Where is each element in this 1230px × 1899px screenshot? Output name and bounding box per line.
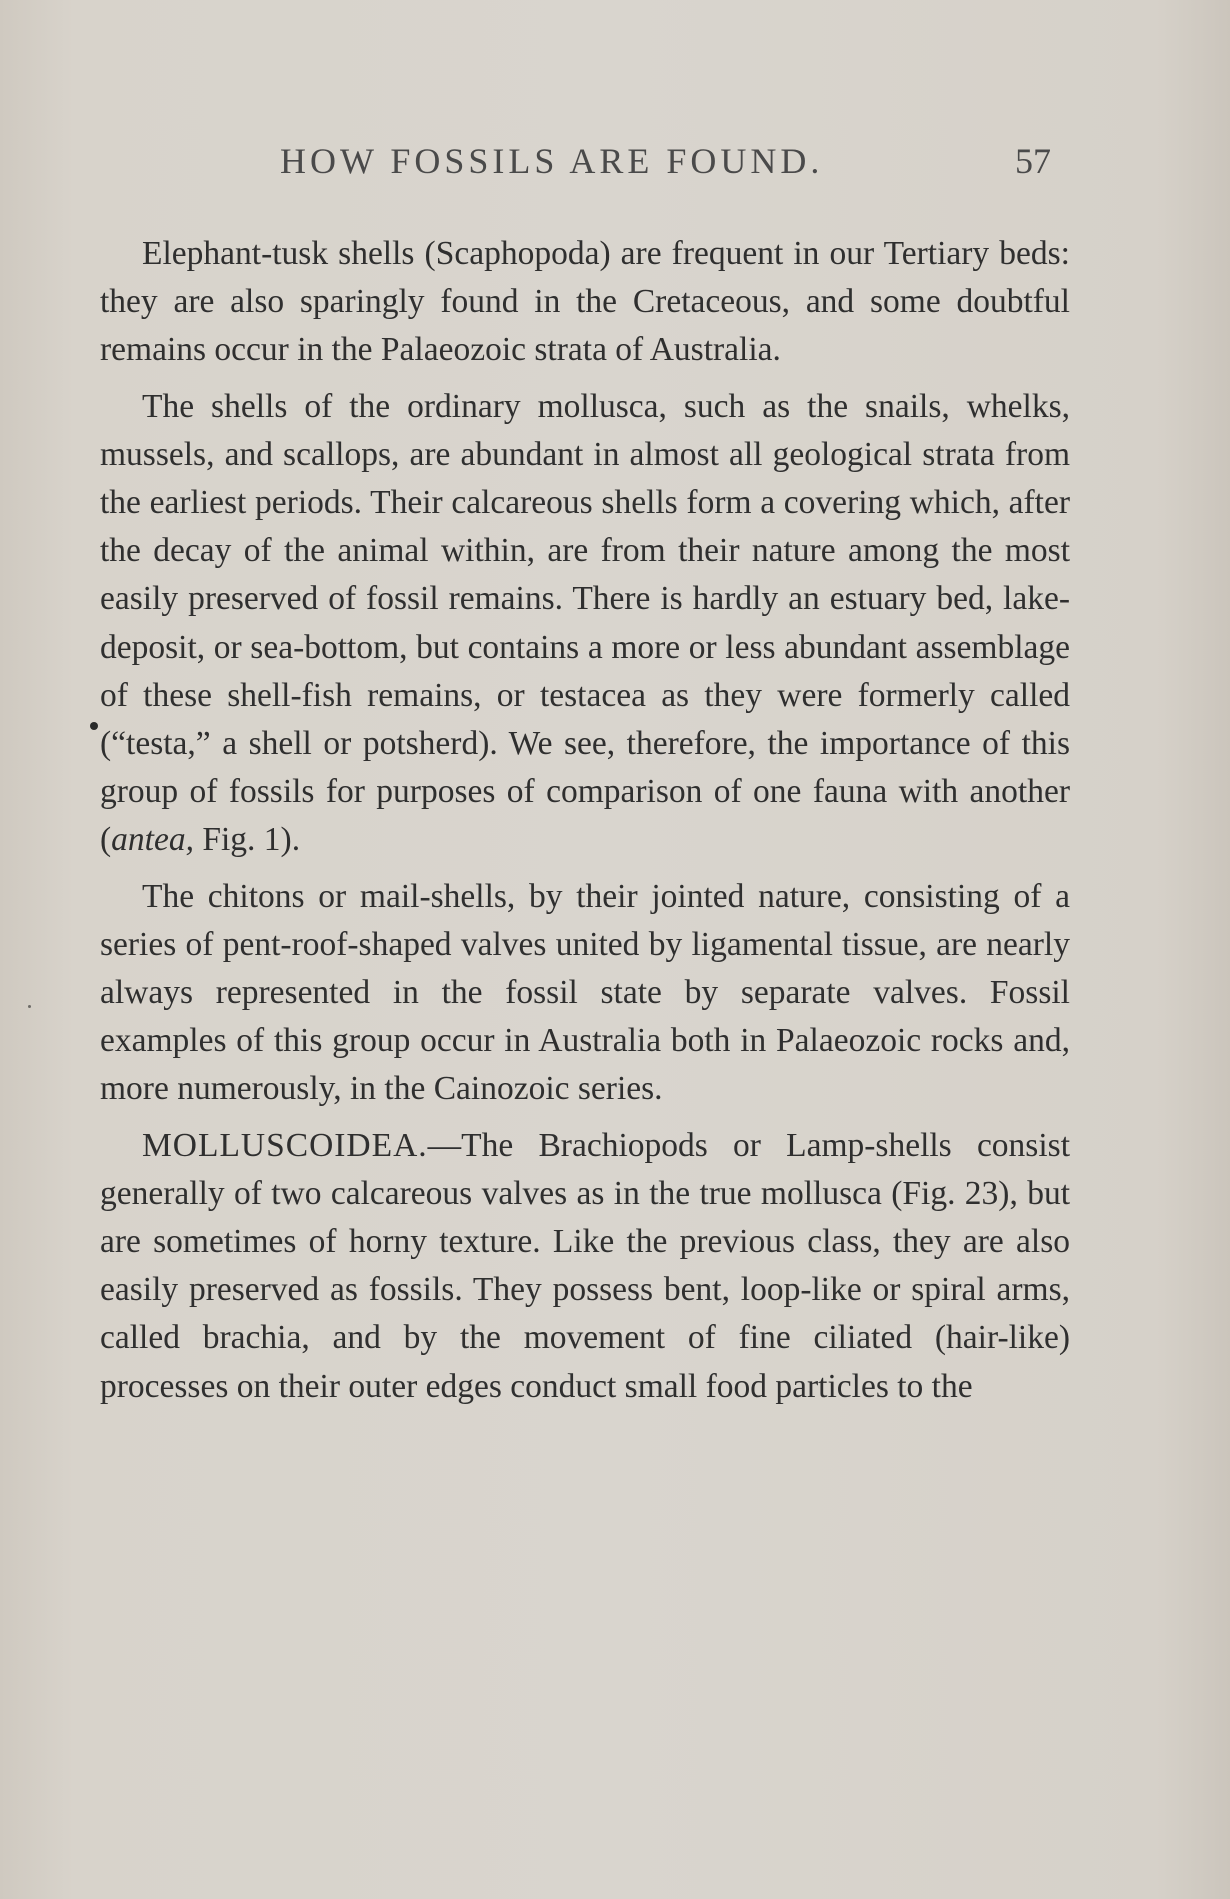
section-heading: MOLLUSCOIDEA. (142, 1126, 428, 1164)
paragraph-text: —The Brachiopods or Lamp-shells consist generally of two calcareous valves as in the true mollusca (Fig. 23), but are sometimes of horny texture. Like the previous class, they are also easily preserved as fossils. They possess bent, loop-like or spiral arms, called brachia, and by the movement of fine ciliated (hair-like) processes on their outer edges conduct small food particles to the (100, 1126, 1070, 1405)
paragraph-tail: Fig. 1). (193, 821, 301, 859)
paragraph-mollusca (100, 383, 1070, 865)
paragraph-text: The chitons or mail-shells, by their jointed nature, consisting of a series of pent-roof-shaped valves united by ligamental tissue, are nearly always represented in the fossil state by separate valves. Fossil examples of this group occur in Australia both in Palaeozoic rocks and, more numerously, in the Cainozoic series. (100, 877, 1070, 1108)
running-title: HOW FOSSILS ARE FOUND. (280, 141, 824, 181)
page-header (0, 140, 1230, 180)
body-text (100, 230, 1070, 1419)
ink-speck (90, 722, 98, 730)
italic-reference: antea, (111, 821, 194, 859)
page-number: 57 (1015, 141, 1051, 181)
paragraph-chitons (100, 873, 1070, 1114)
paragraph-text: Elephant-tusk shells (Scaphopoda) are frequent in our Tertiary beds: they are also sparingly found in the Cretaceous, and some doubtful remains occur in the Palaeozoic strata of Australia. (100, 235, 1070, 369)
paragraph-text: The shells of the ordinary mollusca, such as the snails, whelks, mussels, and scallops, are abundant in almost all geological strata from the earliest periods. Their calcareous shells form a covering which, after the decay of the animal within, are from their nature among the most easily preserved of fossil remains. There is hardly an estuary bed, lake-deposit, or sea-bottom, but contains a more or less abundant assemblage of these shell-fish remains, or testacea as they were formerly called (“testa,” a shell or potsherd). We see, therefore, the importance of this group of fossils for purposes of comparison of one fauna with another ( (100, 387, 1070, 859)
paragraph-molluscoidea (100, 1122, 1070, 1411)
ink-speck (28, 1005, 31, 1008)
paragraph-scaphopoda (100, 230, 1070, 375)
